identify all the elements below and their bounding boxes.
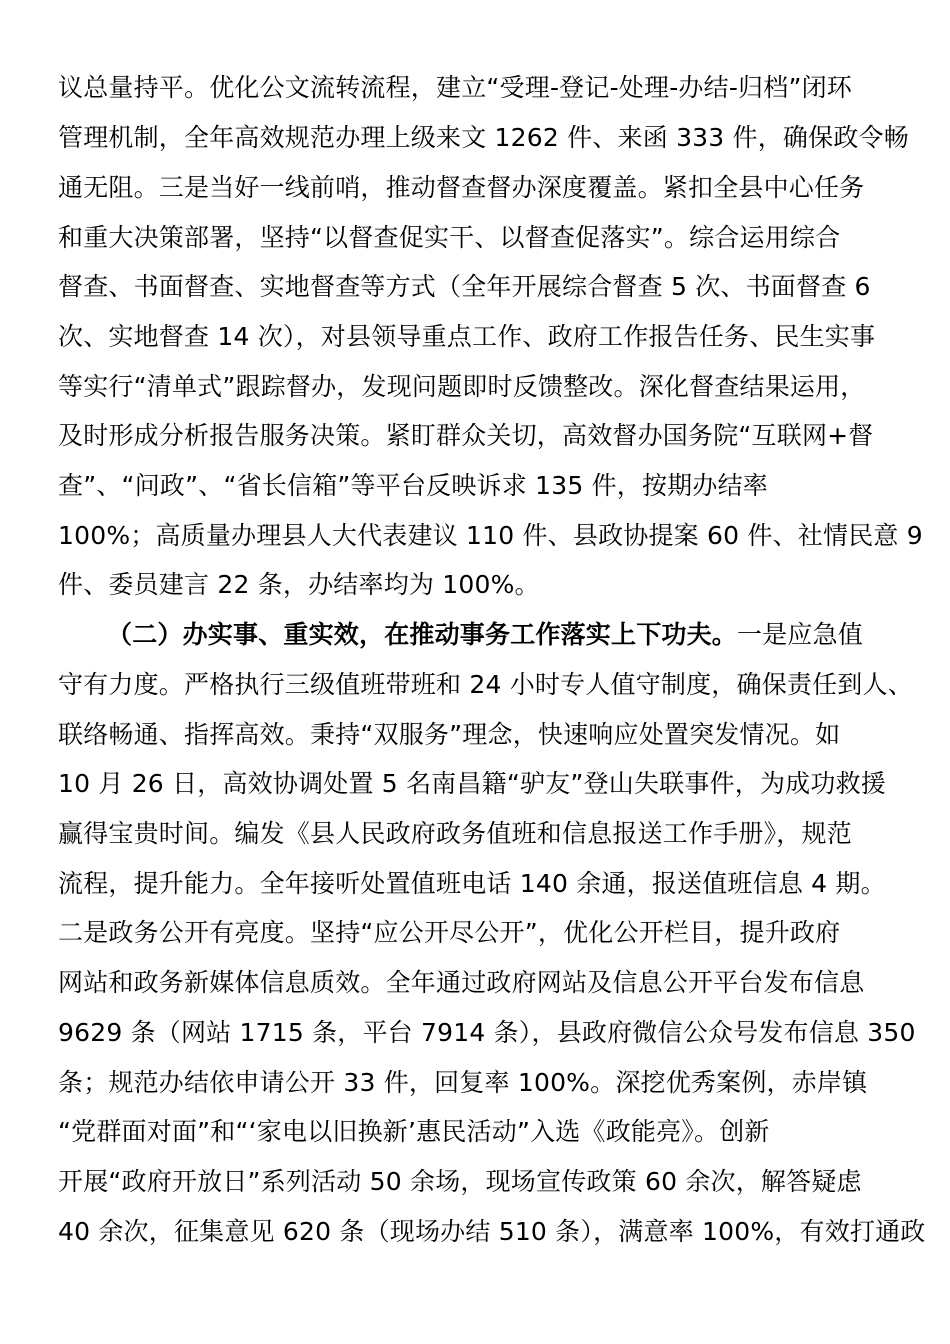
paragraph-line: 40 余次，征集意见 620 条（现场办结 510 条），满意率 100%，有效打通政: [58, 1217, 926, 1246]
paragraph-line: 次、实地督查 14 次），对县领导重点工作、政府工作报告任务、民生实事: [58, 322, 876, 351]
paragraph-line: 赢得宝贵时间。编发《县人民政府政务值班和信息报送工作手册》，规范: [58, 819, 852, 848]
paragraph-line: 开展“政府开放日”系列活动 50 余场，现场宣传政策 60 余次，解答疑虑: [58, 1167, 862, 1196]
paragraph-line: 通无阻。三是当好一线前哨，推动督查督办深度覆盖。紧扣全县中心任务: [58, 173, 865, 202]
paragraph-line: 100%；高质量办理县人大代表建议 110 件、县政协提案 60 件、社情民意 9: [58, 521, 923, 550]
paragraph-line: 议总量持平。优化公文流转流程，建立“受理-登记-处理-办结-归档”闭环: [58, 73, 852, 102]
paragraph-line: 等实行“清单式”跟踪督办，发现问题即时反馈整改。深化督查结果运用，: [58, 372, 866, 401]
section-heading: （二）办实事、重实效，在推动事务工作落实上下功夫。: [107, 620, 738, 649]
paragraph-line: 管理机制，全年高效规范办理上级来文 1262 件、来函 333 件，确保政令畅: [58, 123, 909, 152]
paragraph-line: 10 月 26 日，高效协调处置 5 名南昌籍“驴友”登山失联事件，为成功救援: [58, 769, 886, 798]
paragraph-line: 督查、书面督查、实地督查等方式（全年开展综合督查 5 次、书面督查 6: [58, 272, 871, 301]
paragraph-line: 查”、“问政”、“省长信箱”等平台反映诉求 135 件，按期办结率: [58, 471, 768, 500]
paragraph-line: 及时形成分析报告服务决策。紧盯群众关切，高效督办国务院“互联网+督: [58, 421, 874, 450]
paragraph-line: 和重大决策部署，坚持“以督查促实干、以督查促落实”。综合运用综合: [58, 223, 841, 252]
paragraph-line: 网站和政务新媒体信息质效。全年通过政府网站及信息公开平台发布信息: [58, 968, 865, 997]
paragraph-line: 守有力度。严格执行三级值班带班和 24 小时专人值守制度，确保责任到人、: [58, 670, 913, 699]
section-heading-line: [107, 610, 893, 660]
paragraph-line: 联络畅通、指挥高效。秉持“双服务”理念，快速响应处置突发情况。如: [58, 720, 841, 749]
paragraph-line: 二是政务公开有亮度。坚持“应公开尽公开”，优化公开栏目，提升政府: [58, 918, 841, 947]
paragraph-line: “党群面对面”和“‘家电以旧换新’惠民活动”入选《政能亮》。创新: [58, 1117, 770, 1146]
paragraph-line: 9629 条（网站 1715 条，平台 7914 条），县政府微信公众号发布信息 350: [58, 1018, 916, 1047]
paragraph-line: 条；规范办结依申请公开 33 件，回复率 100%。深挖优秀案例，赤岸镇: [58, 1068, 868, 1097]
paragraph-line: 流程，提升能力。全年接听处置值班电话 140 余通，报送值班信息 4 期。: [58, 869, 886, 898]
paragraph-line: 件、委员建言 22 条，办结率均为 100%。: [58, 570, 540, 599]
section-heading-tail: 一是应急值: [737, 620, 864, 649]
